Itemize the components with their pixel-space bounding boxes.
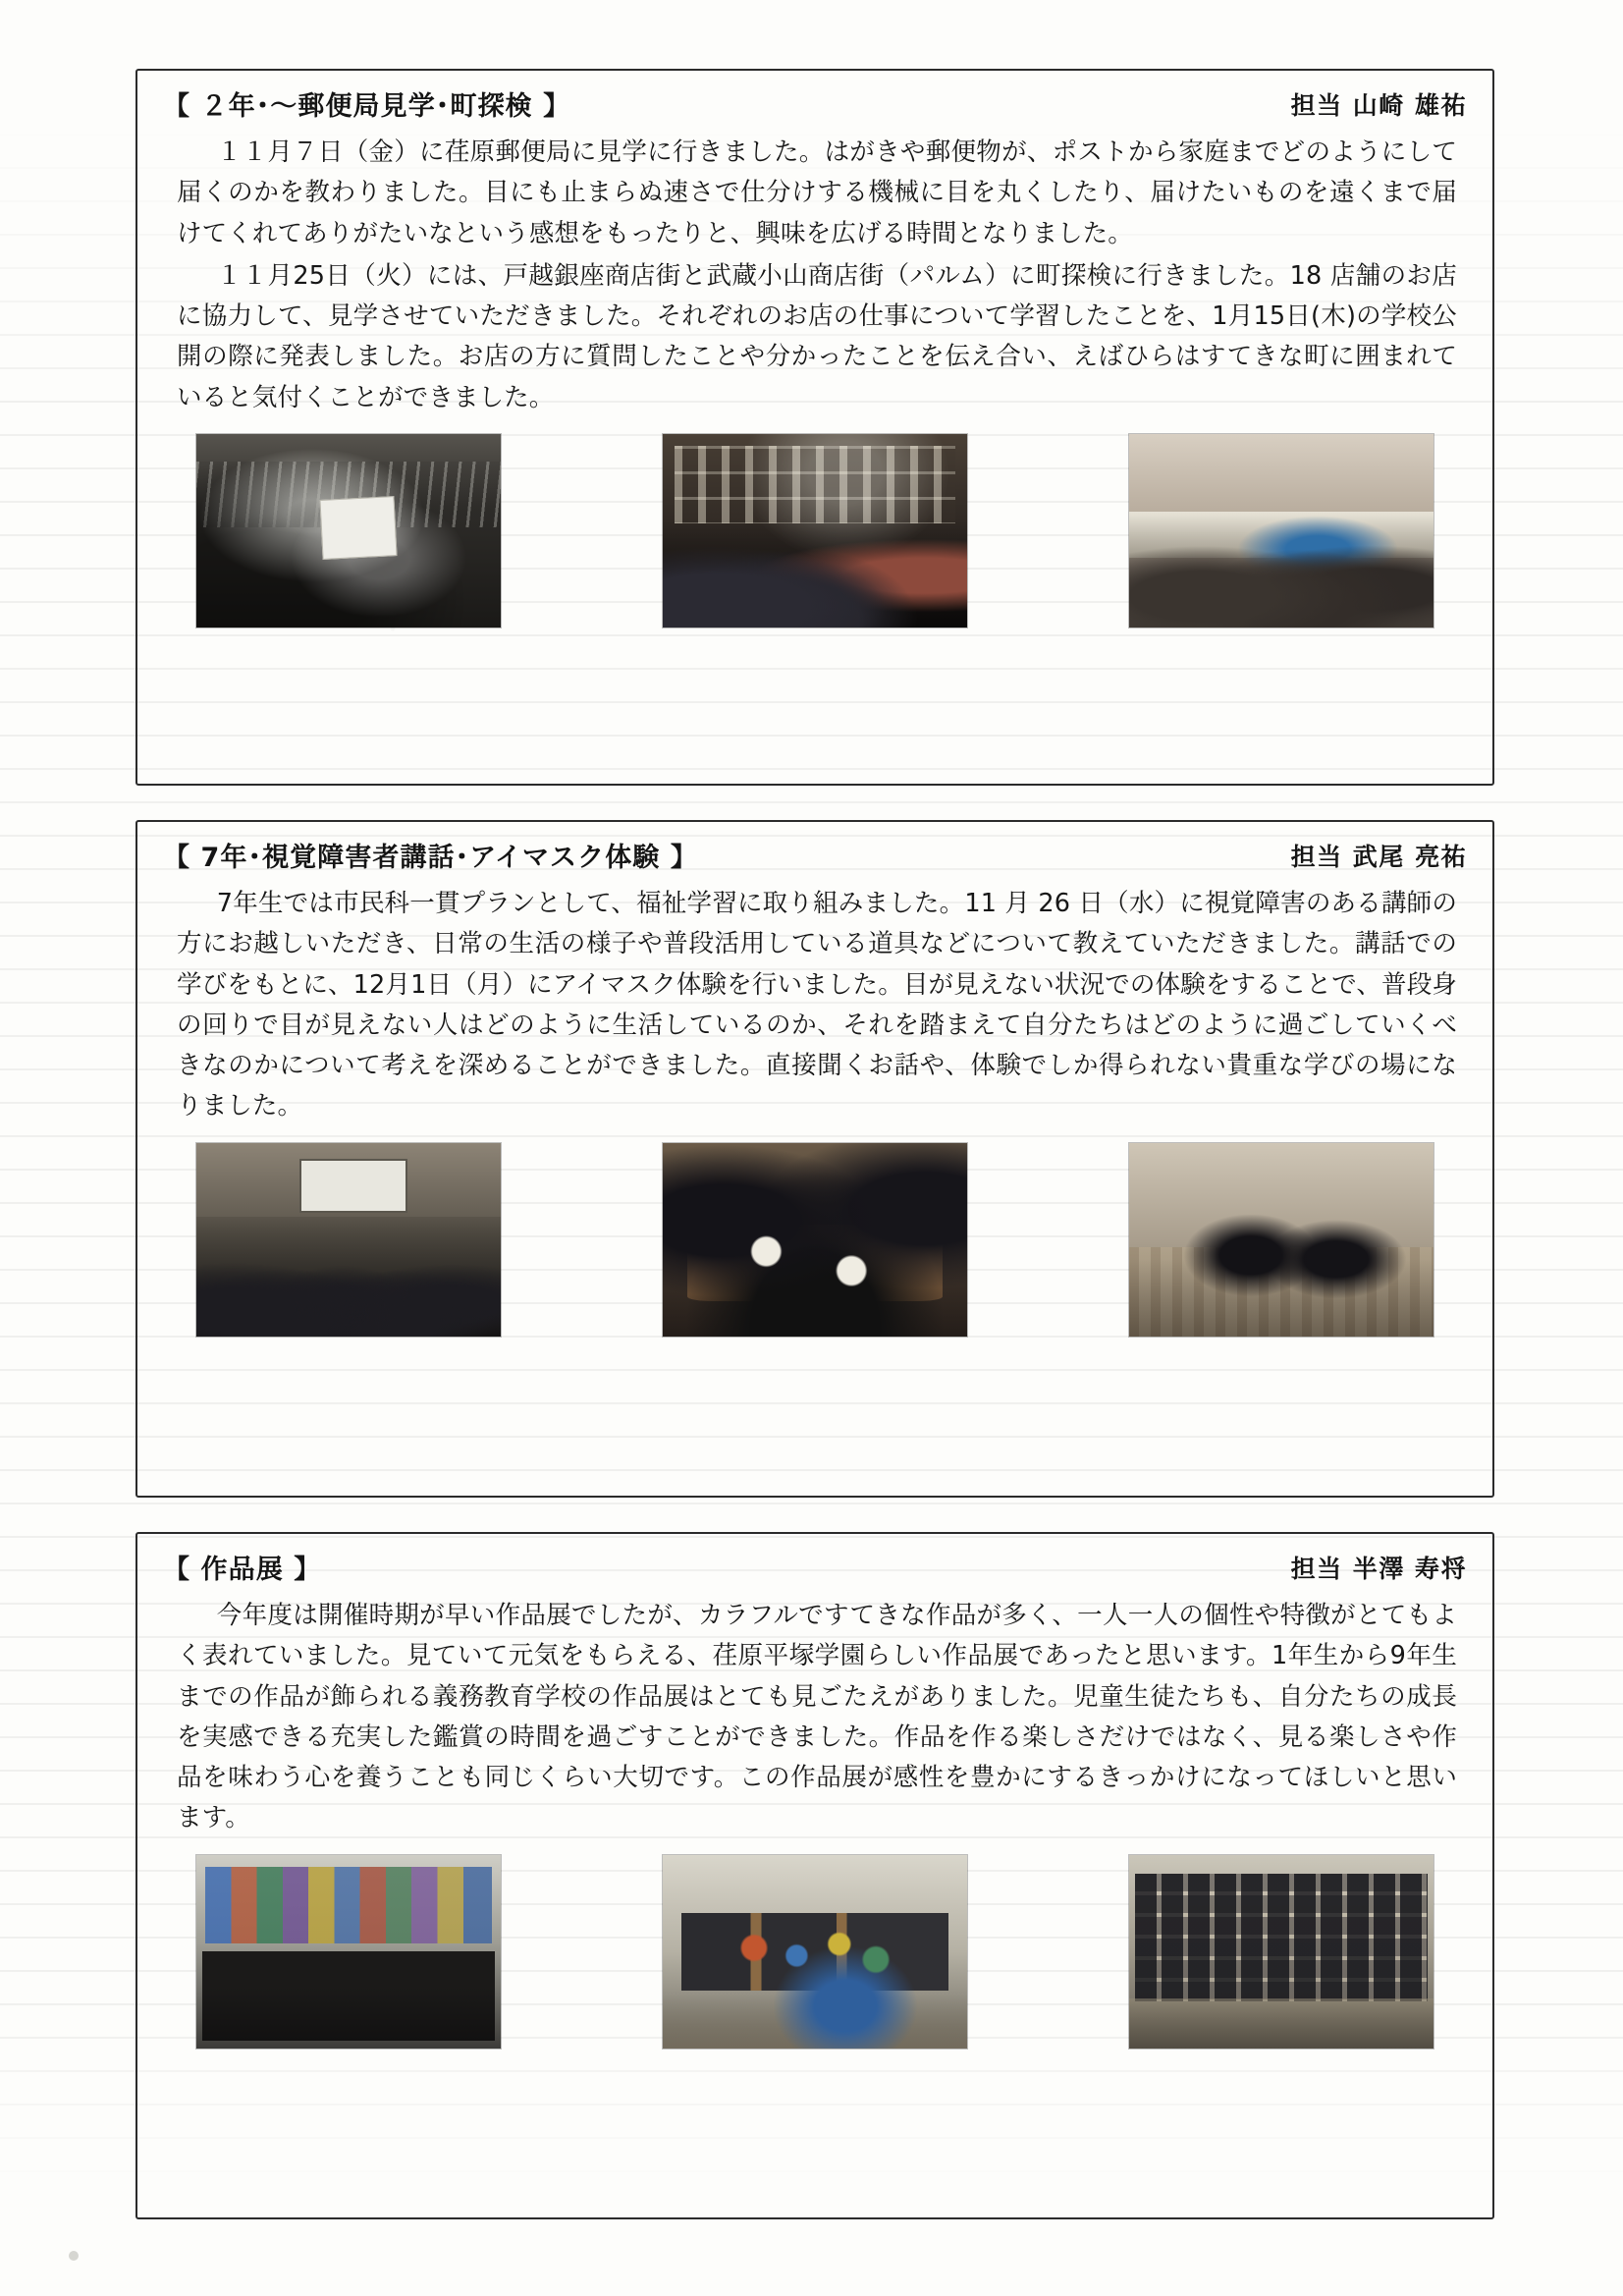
article-person-in-charge: 担当 半澤 寿将 <box>1290 1555 1467 1583</box>
article-header <box>137 822 1492 874</box>
article-photo-row <box>137 1841 1492 2070</box>
article-card-grade7-visual-impairment <box>135 820 1494 1498</box>
photo-highlight-overlay <box>196 434 501 628</box>
article-person-in-charge: 担当 武尾 亮祐 <box>1290 843 1467 871</box>
photo-shop-interior-students <box>663 434 967 628</box>
photo-exhibition-framed-pictures-wall <box>1129 1855 1434 2049</box>
photo-shop-counter-children <box>1129 434 1434 628</box>
article-person-in-charge: 担当 山崎 雄祐 <box>1290 91 1467 120</box>
article-header <box>137 71 1492 123</box>
photo-exhibition-hall-tables <box>196 1855 501 2049</box>
photo-exhibition-boards-artworks <box>663 1855 967 2049</box>
article-title: 【 作品展 】 <box>163 1555 322 1585</box>
article-title: 【 7年･視覚障害者講話･アイマスク体験 】 <box>163 843 698 873</box>
article-body <box>137 123 1492 418</box>
article-photo-row <box>137 1129 1492 1358</box>
scan-artifact-dot <box>69 2251 79 2261</box>
photo-post-office-sorting-machine <box>196 434 501 628</box>
article-photo-row <box>137 420 1492 649</box>
article-body <box>137 874 1492 1127</box>
article-paragraph: １１月７日（金）に荏原郵便局に見学に行きました。はがきや郵便物が、ポストから家庭までどのようにして届くのかを教わりました。目にも止まらぬ速さで仕分けする機械に目を丸くしたり、届けたいものを遠くまで届けてくれてありがたいなという感想をもったりと、興味を広げる時間となりました。 <box>177 137 1457 248</box>
photo-lecture-hall-students <box>196 1143 501 1337</box>
article-card-grade2-post-office <box>135 69 1494 786</box>
article-body <box>137 1586 1492 1839</box>
photo-white-cane-walking-practice <box>1129 1143 1434 1337</box>
article-paragraph: １１月25日（火）には、戸越銀座商店街と武蔵小山商店街（パルム）に町探検に行きました。18 店舗のお店に協力して、見学させていただきました。それぞれのお店の仕事について学習したことを、1月15日(木)の学校公開の際に発表しました。お店の方に質問したことや分かったことを伝え合い、えばひらはすてきな町に囲まれていると気付くことができました。 <box>177 260 1457 412</box>
photo-highlight-overlay <box>663 434 967 628</box>
article-paragraph: 7年生では市民科一貫プランとして、福祉学習に取り組みました。11 月 26 日（水）に視覚障害のある講師の方にお越しいただき、日常の生活の様子や普段活用している道具などについて教えていただきました。講話での学びをもとに、12月1日（月）にアイマスク体験を行いました。目が見えない状況での体験をすることで、普段身の回りで目が見えない人はどのように生活しているのか、それを踏まえて自分たちはどのように過ごしていくべきなのかについて考えを深めることができました。直接聞くお話や、体験でしか得られない貴重な学びの場になりました。 <box>177 889 1457 1121</box>
photo-eyemask-experience-table <box>663 1143 967 1337</box>
article-title: 【 ２年･～郵便局見学･町探検 】 <box>163 91 571 122</box>
article-header <box>137 1534 1492 1586</box>
article-card-art-exhibition <box>135 1532 1494 2219</box>
article-paragraph: 今年度は開催時期が早い作品展でしたが、カラフルですてきな作品が多く、一人一人の個性や特徴がとてもよく表れていました。見ていて元気をもらえる、荏原平塚学園らしい作品展であったと思います。1年生から9年生までの作品が飾られる義務教育学校の作品展はとても見ごたえがありました。児童生徒たちも、自分たちの成長を実感できる充実した鑑賞の時間を過ごすことができました。作品を作る楽しさだけではなく、見る楽しさや作品を味わう心を養うことも同じくらい大切です。この作品展が感性を豊かにするきっかけになってほしいと思います。 <box>177 1601 1457 1833</box>
